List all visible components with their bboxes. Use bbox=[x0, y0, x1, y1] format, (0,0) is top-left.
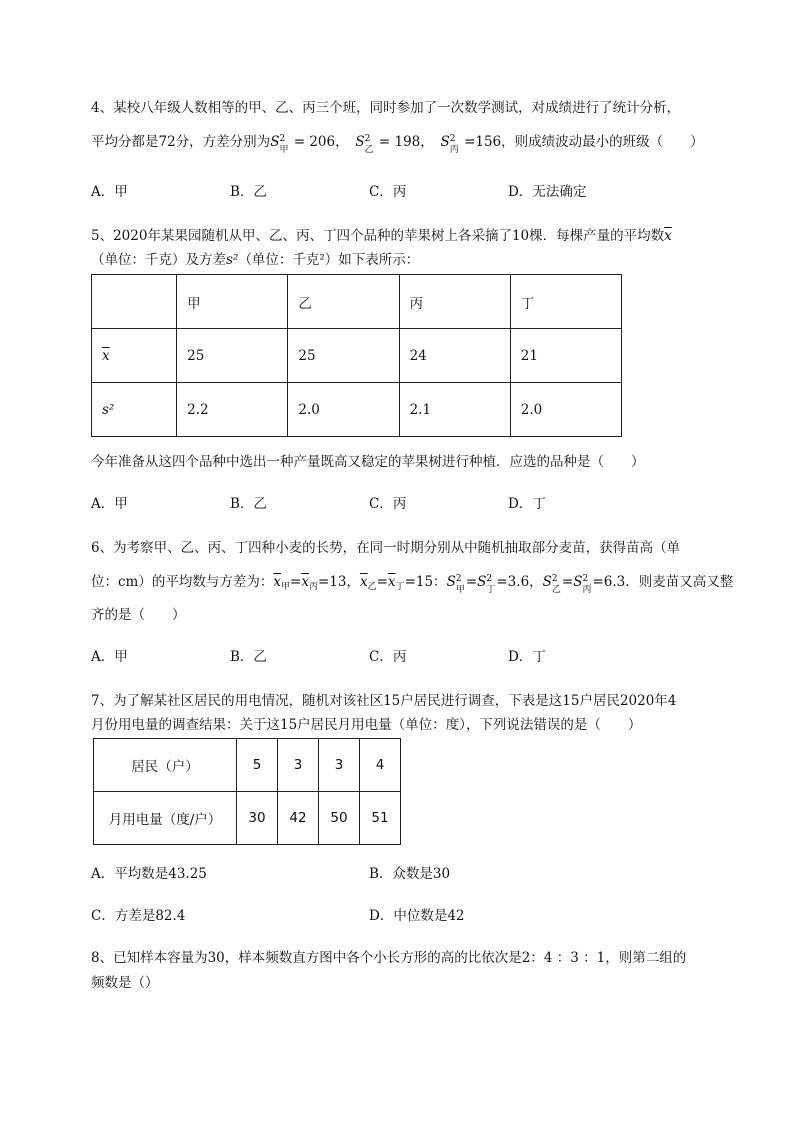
table-row: 居民（户） 5 3 3 4 bbox=[94, 739, 401, 792]
q8-stem-line2: 频数是（） bbox=[91, 975, 159, 991]
q5-stem-line2: （单位：千克）及方差s²（单位：千克²）如下表所示： bbox=[91, 252, 420, 268]
q4-stem-line1: 4、某校八年级人数相等的甲、乙、丙三个班，同时参加了一次数学测试，对成绩进行了统计分析， bbox=[91, 100, 681, 116]
table-row: $\overline{x}$ 25 25 24 21 bbox=[92, 329, 622, 383]
q7-option-b[interactable]: B．众数是30 bbox=[369, 866, 451, 882]
q4-option-c[interactable]: C．丙 bbox=[369, 184, 407, 200]
q6-option-b[interactable]: B．乙 bbox=[230, 649, 267, 665]
table-row: s² 2.2 2.0 2.1 2.0 bbox=[92, 383, 622, 437]
q5-option-d[interactable]: D．丁 bbox=[508, 496, 546, 512]
q8-stem-line1: 8、已知样本容量为30，样本频数直方图中各个小长方形的高的比依次是2：4 ：3 ：1，则第二组的 bbox=[91, 950, 687, 966]
q7-data-table bbox=[93, 738, 401, 845]
q5-option-c[interactable]: C．丙 bbox=[369, 496, 407, 512]
q4-option-d[interactable]: D．无法确定 bbox=[508, 184, 587, 200]
q5-stem-line1: 5、2020年某果园随机从甲、乙、丙、丁四个品种的苹果树上各采摘了10棵．每棵产量的平均数$\overline{x}$ bbox=[91, 228, 672, 244]
q7-option-c[interactable]: C．方差是82.4 bbox=[91, 908, 186, 924]
q6-stem-line3: 齐的是（ ） bbox=[91, 607, 186, 623]
q7-stem-line2: 月份用电量的调查结果：关于这15户居民月用电量（单位：度），下列说法错误的是（ ） bbox=[91, 717, 642, 733]
q6-option-a[interactable]: A．甲 bbox=[91, 649, 128, 665]
q7-stem-line1: 7、为了解某社区居民的用电情况，随机对该社区15户居民进行调查，下表是这15户居民2020年4 bbox=[91, 693, 677, 709]
q6-option-c[interactable]: C．丙 bbox=[369, 649, 407, 665]
q5-option-b[interactable]: B．乙 bbox=[230, 496, 267, 512]
table-row: 月用电量（度/户） 30 42 50 51 bbox=[94, 792, 401, 845]
q6-option-d[interactable]: D．丁 bbox=[508, 649, 546, 665]
q6-stem-line2: 位：cm）的平均数与方差为：$\overline{x}_甲=\overline{x}_丙=13$，$\overline{x}_乙=\overline{x}_丁=15$：S 2 甲 =S 2 丁 =3.6，S 2 乙 =S 2 丙 =6.3．则麦苗又高又整 bbox=[91, 574, 734, 595]
q4-option-a[interactable]: A．甲 bbox=[91, 184, 128, 200]
q6-stem-line1: 6、为考察甲、乙、丙、丁四种小麦的长势，在同一时期分别从中随机抽取部分麦苗，获得苗高（单 bbox=[91, 540, 681, 556]
q7-option-d[interactable]: D．中位数是42 bbox=[369, 908, 465, 924]
q5-question: 今年准备从这四个品种中选出一种产量既高又稳定的苹果树进行种植．应选的品种是（ ） bbox=[91, 454, 645, 470]
table-row: 甲 乙 丙 丁 bbox=[92, 275, 622, 329]
q5-option-a[interactable]: A．甲 bbox=[91, 496, 128, 512]
q7-option-a[interactable]: A．平均数是43.25 bbox=[91, 866, 207, 882]
q4-option-b[interactable]: B．乙 bbox=[230, 184, 267, 200]
q5-data-table bbox=[91, 274, 622, 437]
q4-stem-line2: 平均分都是72分，方差分别为S 2 甲 = 206， S 2 乙 = 198， S 2 丙 =156，则成绩波动最小的班级（ ） bbox=[91, 134, 704, 155]
